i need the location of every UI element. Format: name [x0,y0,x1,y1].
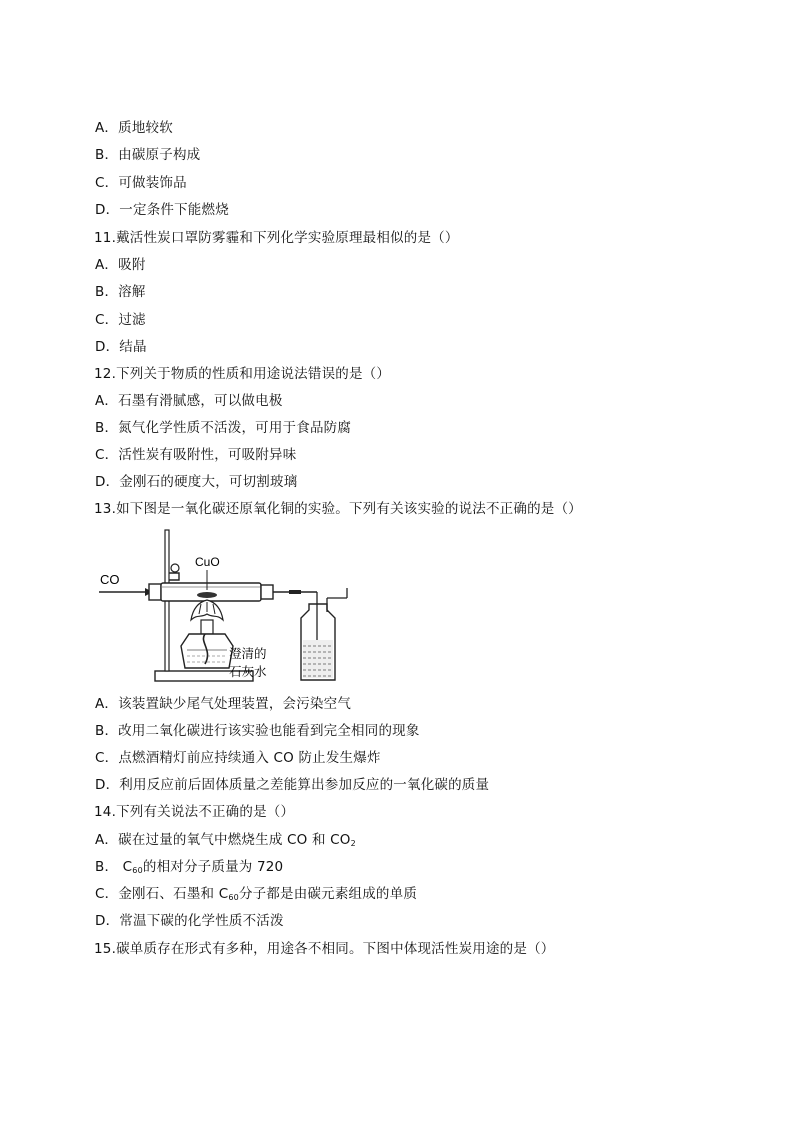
burner-wick-holder [201,620,213,634]
q13-option-b: B．改用二氧化碳进行该实验也能看到完全相同的现象 [95,723,420,739]
limewater-label-line2: 石灰水 [229,664,267,679]
q11-option-c: C．过滤 [95,312,146,328]
q13-option-a: A．该装置缺少尾气处理装置，会污染空气 [95,696,352,712]
clamp-screw [171,564,179,572]
clamp [169,573,179,580]
question-15: 15.碳单质存在形式有多种，用途各不相同。下图中体现活性炭用途的是（） [94,941,555,957]
q11-option-a: A．吸附 [95,257,146,273]
q10-option-a: A．质地较软 [95,120,173,136]
q11-option-d: D．结晶 [95,339,147,355]
limewater-label-line1: 澄清的 [229,646,267,661]
q14-option-a: A．碳在过量的氧气中燃烧生成 CO 和 $CO_2$ [95,832,356,848]
question-14: 14.下列有关说法不正确的是（） [94,804,295,820]
q12-option-c: C．活性炭有吸附性，可吸附异味 [95,447,297,463]
q10-option-c: C．可做装饰品 [95,175,187,191]
q14-option-d: D．常温下碳的化学性质不活泼 [95,913,284,929]
left-stopper [149,584,161,600]
q12-option-b: B．氮气化学性质不活泼，可用于食品防腐 [95,420,352,436]
q14-option-b: B． $C_{60}$的相对分子质量为 720 [95,859,284,875]
q13-option-c: C．点燃酒精灯前应持续通入 CO 防止发生爆炸 [95,750,381,766]
question-13: 13.如下图是一氧化碳还原氧化铜的实验。下列有关该实验的说法不正确的是（） [94,501,582,517]
glass-tube [161,583,261,601]
co-reduction-apparatus-figure [95,528,357,688]
cuo-sample [197,592,217,598]
right-stopper [261,585,273,599]
q14-option-c: C．金刚石、石墨和 $C_{60}$分子都是由碳元素组成的单质 [95,886,418,902]
q10-option-d: D．一定条件下能燃烧 [95,202,229,218]
question-12: 12.下列关于物质的性质和用途说法错误的是（） [94,366,391,382]
question-11: 11.戴活性炭口罩防雾霾和下列化学实验原理最相似的是（） [94,230,459,246]
q13-option-d: D．利用反应前后固体质量之差能算出参加反应的一氧化碳的质量 [95,777,490,793]
q11-option-b: B．溶解 [95,284,146,300]
cuo-label: CuO [195,555,220,569]
q10-option-b: B．由碳原子构成 [95,147,201,163]
co-label: CO [100,572,120,587]
q12-option-a: A．石墨有滑腻感，可以做电极 [95,393,283,409]
q12-option-d: D．金刚石的硬度大，可切割玻璃 [95,474,298,490]
